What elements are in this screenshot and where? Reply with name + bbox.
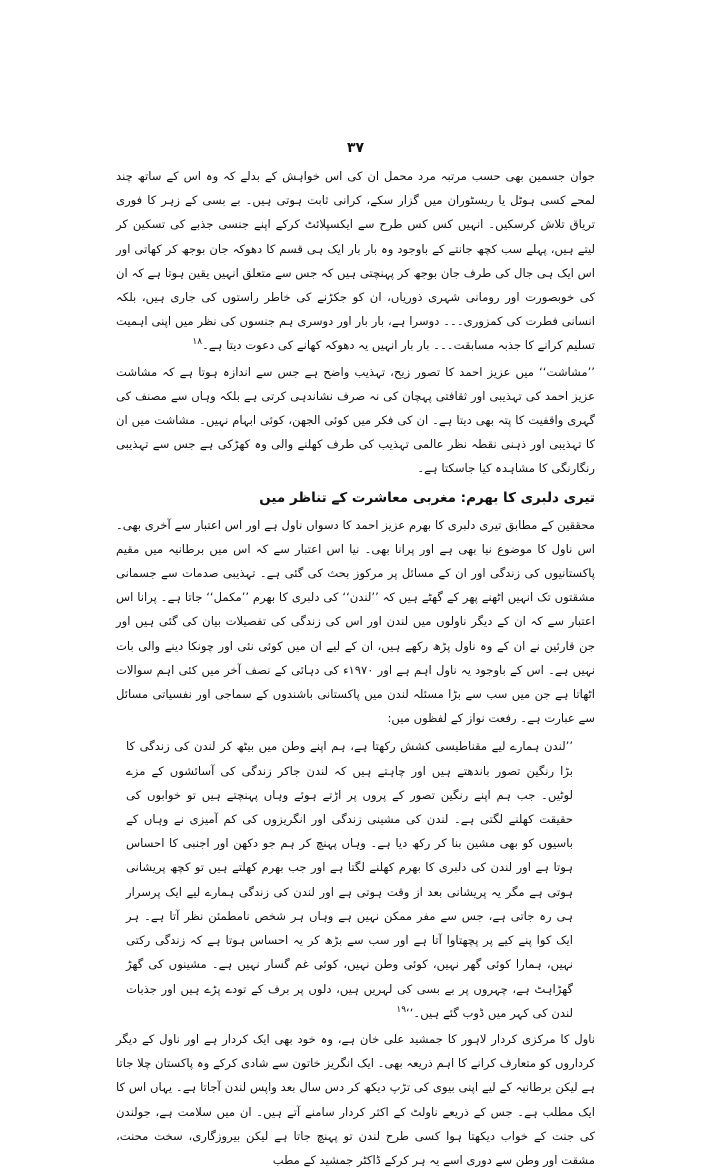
closing-paragraph: ناول کا مرکزی کردار لاہور کا جمشید علی خان ہے، وہ خود بھی ایک کردار ہے اور ناول کے دیگر کرداروں کو متعارف کرانے کا اہم ذریعہ بھی۔ ایک انگریز خاتون سے شادی کرکے وہ پاکستان چلا جاتا ہے لیکن برطانیہ کے لیے اپنی بیوی کی تڑپ دیکھ کر دس سال بعد واپس لندن آجاتا ہے۔ یہاں اس کا ایک مطلب ہے۔ جس کے ذریعے ناولٹ کے اکثر کردار سامنے آتے ہیں۔ ان میں سلامت ہے، جولندن کی جنت کے خواب دیکھتا ہوا کسی طرح لندن تو پہنچ جاتا ہے لیکن بیروزگاری، سخت محنت، مشقت اور وطن سے دوری اسے یہ ہر کرکے ڈاکٹر جمشید کے مطب xyxy=(116,1031,595,1167)
body-paragraph: محققین کے مطابق تیری دلبری کا بھرم عزیز احمد کا دسواں ناول ہے اور اس اعتبار سے آخری بھی۔ اس ناول کا موضوع نیا بھی ہے اور پرانا بھی۔ نیا اس اعتبار سے کہ اس میں برطانیہ میں مقیم پاکستانیوں کی زندگی اور ان کے مسائل پر مرکوز بحث کی گئی ہے۔ تہذیبی صدمات سے جسمانی مشقتوں تک انہیں اٹھنے پھر کے گھٹے ہیں کہ ’’لندن‘‘ کی دلبری کا بھرم ’’مکمل‘‘ جاتا ہے۔ پرانا اس اعتبار سے کہ ان کے دیگر ناولوں میں لندن اور اس کی زندگی کی تفصیلات بیان کی گئی ہیں اور جن قارئین نے ان کے وہ ناول پڑھ رکھے ہیں، ان کے لیے ان میں کوئی نئی اور چونکا دینے والی بات نہیں ہے۔ اس کے باوجود یہ ناول اہم ہے اور ۱۹۷۰ء کی دہائی کے نصف آخر میں کئی اہم سوالات اٹھاتا ہے جن میں سب سے بڑا مسئلہ لندن میں پاکستانی باشندوں کے سماجی اور نفسیاتی مسائل سے عبارت ہے۔ رفعت نواز کے لفظوں میں: xyxy=(116,517,595,726)
paragraph-1 xyxy=(116,164,595,358)
section-heading: تیری دلبری کا بھرم: مغربی معاشرت کے تناظر میں xyxy=(259,489,595,506)
footnote-marker: ۱۸ xyxy=(192,337,203,348)
page-number: ۳۷ xyxy=(346,140,365,156)
block-quote xyxy=(116,734,595,1024)
block-quote-text: ’’لندن ہمارے لیے مقناطیسی کشش رکھتا ہے، ہم اپنے وطن میں بیٹھ کر لندن کی زندگی کا بڑا رنگین تصور باندھتے ہیں اور چاہتے ہیں کہ لندن جاکر زندگی کی آسائشوں کے مزے لوٹیں۔ جب ہم اپنے رنگین تصور کے پروں پر اڑتے ہوئے وہاں پہنچتے ہیں تو خوابوں کی حقیقت کھلنے لگتی ہے۔ لندن کی مشینی زندگی اور انگریزوں کی کم آمیزی نے وہاں کے باسیوں کو بھی مشین بنا کر رکھ دیا ہے۔ وہاں پہنچ کر ہم جو دکھن اور اجنبی کا احساس ہوتا ہے اور لندن کی دلبری کا بھرم کھلنے لگتا ہے اور جب بھرم کھلتے ہیں تو کچھ پریشانی ہوتی ہے مگر یہ پریشانی بعد از وقت ہوتی ہے اور لندن کی زندگی ہمارے لیے ایک پرسرار ہی رہ جاتی ہے، جس سے مفر ممکن نہیں ہے وہاں ہر شخص نامطمئن نظر آتا ہے۔ ہر ایک کوا پنے کیے پر پچھتاوا آتا ہے اور سب سے بڑھ کر یہ احساس ہوتا ہے کہ زندگی رکتی نہیں، ہمارا کوئی گھر نہیں، کوئی وطن نہیں، کوئی غم گسار نہیں ہے۔ مشینوں کی گھڑ گھڑاہٹ ہے، چہروں پر بے بسی کی لہریں ہیں، دلوں پر برف کے تودے پڑے ہیں اور جذبات لندن کی کہر میں ڈوب گئے ہیں۔‘‘ xyxy=(126,739,573,1020)
page-content xyxy=(116,162,595,1172)
paragraph-1-text: جوان جسمین بھی حسب مرتبہ مرد محمل ان کی اس خواہش کے بدلے کہ وہ اس کے ساتھ چند لمحے کسی ہوٹل یا ریسٹوران میں گزار سکے، کرانی ثابت ہوتی ہیں۔ بے بسی کے زہر کا فوری تریاق تلاش کرسکیں۔ انہیں کس کس طرح سے ایکسپلائٹ کرکے اپنے جنسی جذبے کی تسکین کر لیتے ہیں، پہلے سب کچھ جانتے کے باوجود وہ بار بار ایک ہی قسم کا دھوکہ جان بوجھ کر کھاتی اور اس ایک ہی جال کی طرف جان بوجھ کر پہنچتی ہیں کہ جس سے متعلق انہیں یقین ہوتا ہے کہ ان کی خوبصورت اور رومانی شہری ذوریاں، ان کو جکڑنے کی خاطر راستوں کی جاری ہیں، بلکہ انسانی فطرت کی کمزوری۔۔۔ دوسرا ہے، بار بار اور دوسری ہم جنسوں کی نظر میں اپنی اہمیت تسلیم کرانے کا جذبہ مسابقت۔۔۔ بار بار انہیں یہ دھوکہ کھانے کی دعوت دیتا ہے۔ xyxy=(116,169,595,353)
paragraph-2: ’’مشاشت‘‘ میں عزیز احمد کا تصور زیح، تہذیب واضح ہے جس سے اندازہ ہوتا ہے کہ مشاشت عزیز احمد کی تہذیبی اور ثقافتی پہچان کی نہ صرف نشاندہی کرتی ہے بلکہ وہاں سے مصنف کی گہری واقفیت کا پتہ بھی دیتا ہے۔ ان کی فکر میں کوئی الجھن، کوئی ابہام نہیں۔ مشاشت میں ان کا تہذیبی اور ذہنی نقطہ نظر عالمی تہذیب کی طرف کھلنے والی وہ کھڑکی ہے جس سے تہذیبی رنگارنگی کا مشاہدہ کیا جاسکتا ہے۔ xyxy=(116,364,595,476)
footnote-marker: ۱۹ xyxy=(396,1004,407,1015)
